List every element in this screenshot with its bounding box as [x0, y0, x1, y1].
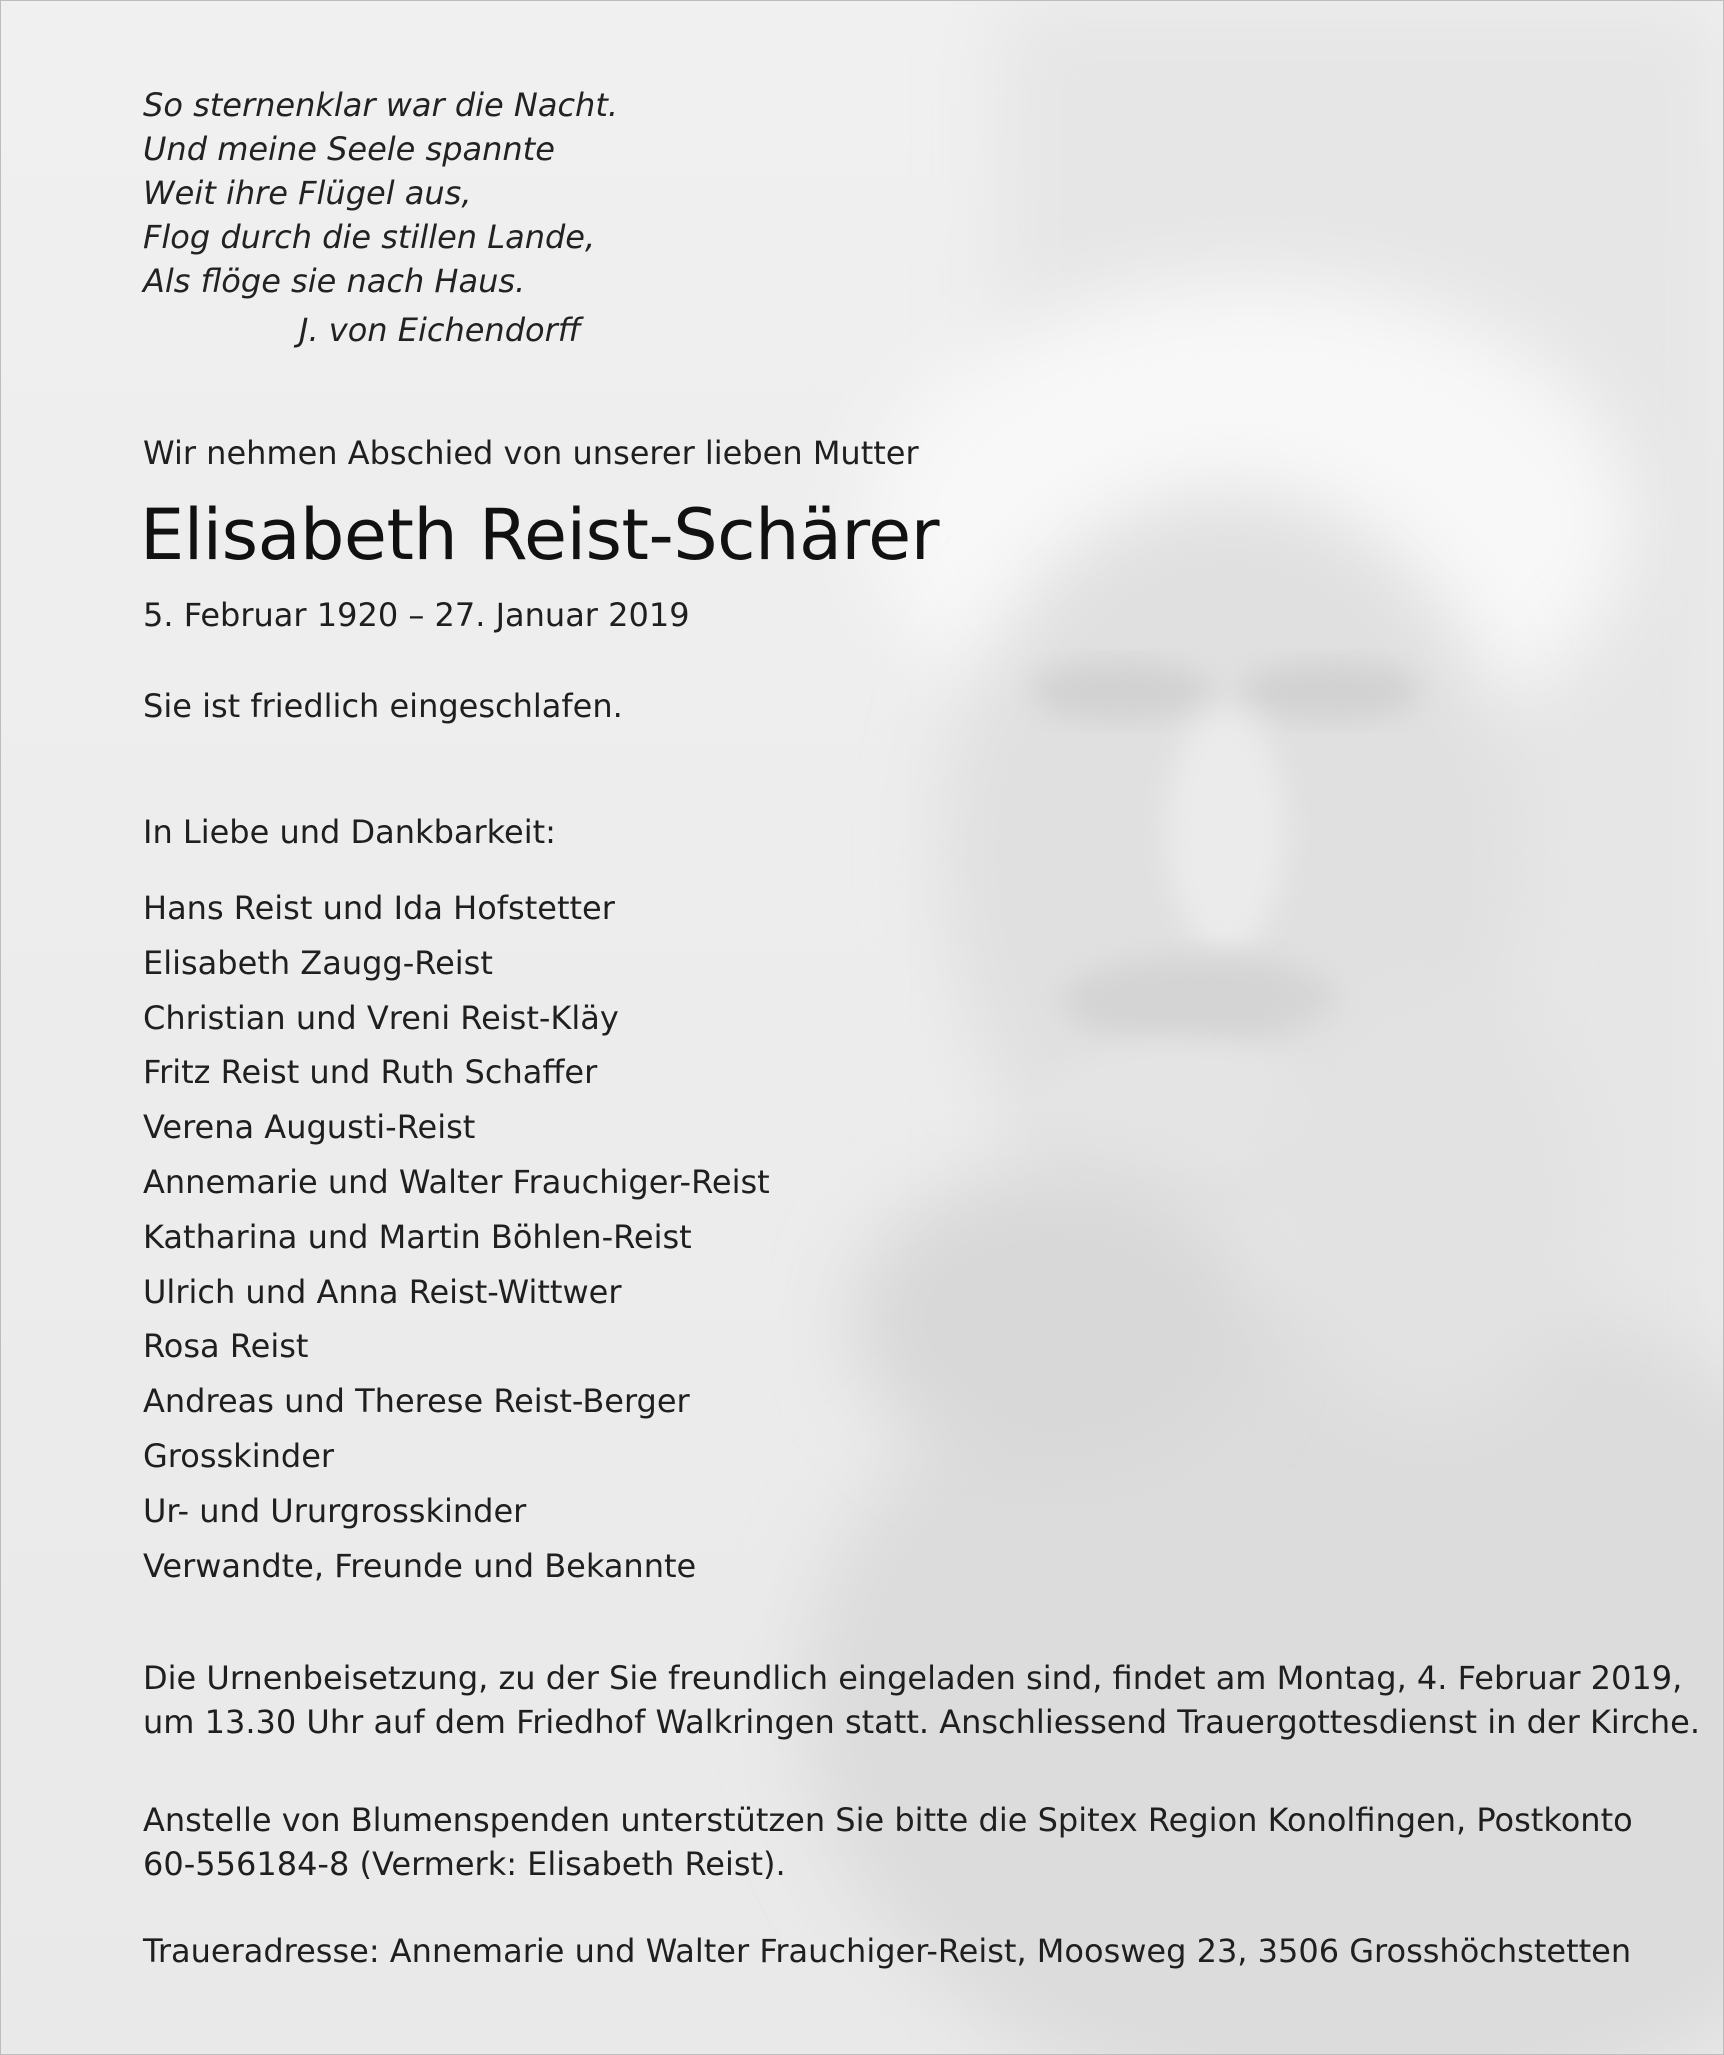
- family-member: Ur- und Ururgrosskinder: [143, 1491, 527, 1530]
- family-member: Fritz Reist und Ruth Schaffer: [143, 1053, 598, 1092]
- family-member: Christian und Vreni Reist-Kläy: [143, 998, 619, 1037]
- family-member: Elisabeth Zaugg-Reist: [143, 943, 493, 982]
- family-member: Verena Augusti-Reist: [143, 1108, 476, 1147]
- family-list: [143, 881, 770, 1593]
- poem-line: Weit ihre Flügel aus,: [143, 174, 472, 212]
- ceremony-line: Die Urnenbeisetzung, zu der Sie freundlich eingeladen sind, findet am Montag, 4. Februar 2019,: [143, 1659, 1683, 1697]
- intro-text: Wir nehmen Abschied von unserer lieben Mutter: [143, 434, 919, 472]
- poem: [143, 83, 618, 303]
- statement-text: Sie ist friedlich eingeschlafen.: [143, 687, 623, 725]
- family-member: Grosskinder: [143, 1436, 335, 1475]
- family-member: Hans Reist und Ida Hofstetter: [143, 889, 615, 927]
- address-paragraph: [143, 1929, 1673, 1973]
- family-member: Ulrich und Anna Reist-Wittwer: [143, 1272, 622, 1311]
- mourning-address: Traueradresse: Annemarie und Walter Frauchiger-Reist, Moosweg 23, 3506 Grosshöchstetten: [143, 1932, 1632, 1970]
- donation-line: 60-556184-8 (Vermerk: Elisabeth Reist).: [143, 1845, 786, 1883]
- family-intro: In Liebe und Dankbarkeit:: [143, 813, 556, 851]
- donation-line: Anstelle von Blumenspenden unterstützen Sie bitte die Spitex Region Konolfingen, Postkonto: [143, 1801, 1633, 1839]
- poem-author: J. von Eichendorff: [299, 311, 581, 349]
- family-member: Rosa Reist: [143, 1327, 309, 1366]
- family-member: Andreas und Therese Reist-Berger: [143, 1382, 690, 1421]
- family-member: Verwandte, Freunde und Bekannte: [143, 1546, 697, 1585]
- poem-line: Als flöge sie nach Haus.: [143, 262, 526, 300]
- deceased-name: Elisabeth Reist-Schärer: [140, 494, 940, 576]
- ceremony-paragraph: [143, 1656, 1700, 1744]
- ceremony-line: um 13.30 Uhr auf dem Friedhof Walkringen statt. Anschliessend Trauergottesdienst in der Kirche.: [143, 1703, 1700, 1741]
- poem-line: Flog durch die stillen Lande,: [143, 218, 596, 256]
- donation-paragraph: [143, 1798, 1673, 1886]
- poem-line: So sternenklar war die Nacht.: [143, 86, 619, 124]
- family-member: Annemarie und Walter Frauchiger-Reist: [143, 1162, 770, 1201]
- life-dates: 5. Februar 1920 – 27. Januar 2019: [143, 596, 690, 634]
- poem-line: Und meine Seele spannte: [143, 130, 555, 168]
- family-member: Katharina und Martin Böhlen-Reist: [143, 1217, 692, 1256]
